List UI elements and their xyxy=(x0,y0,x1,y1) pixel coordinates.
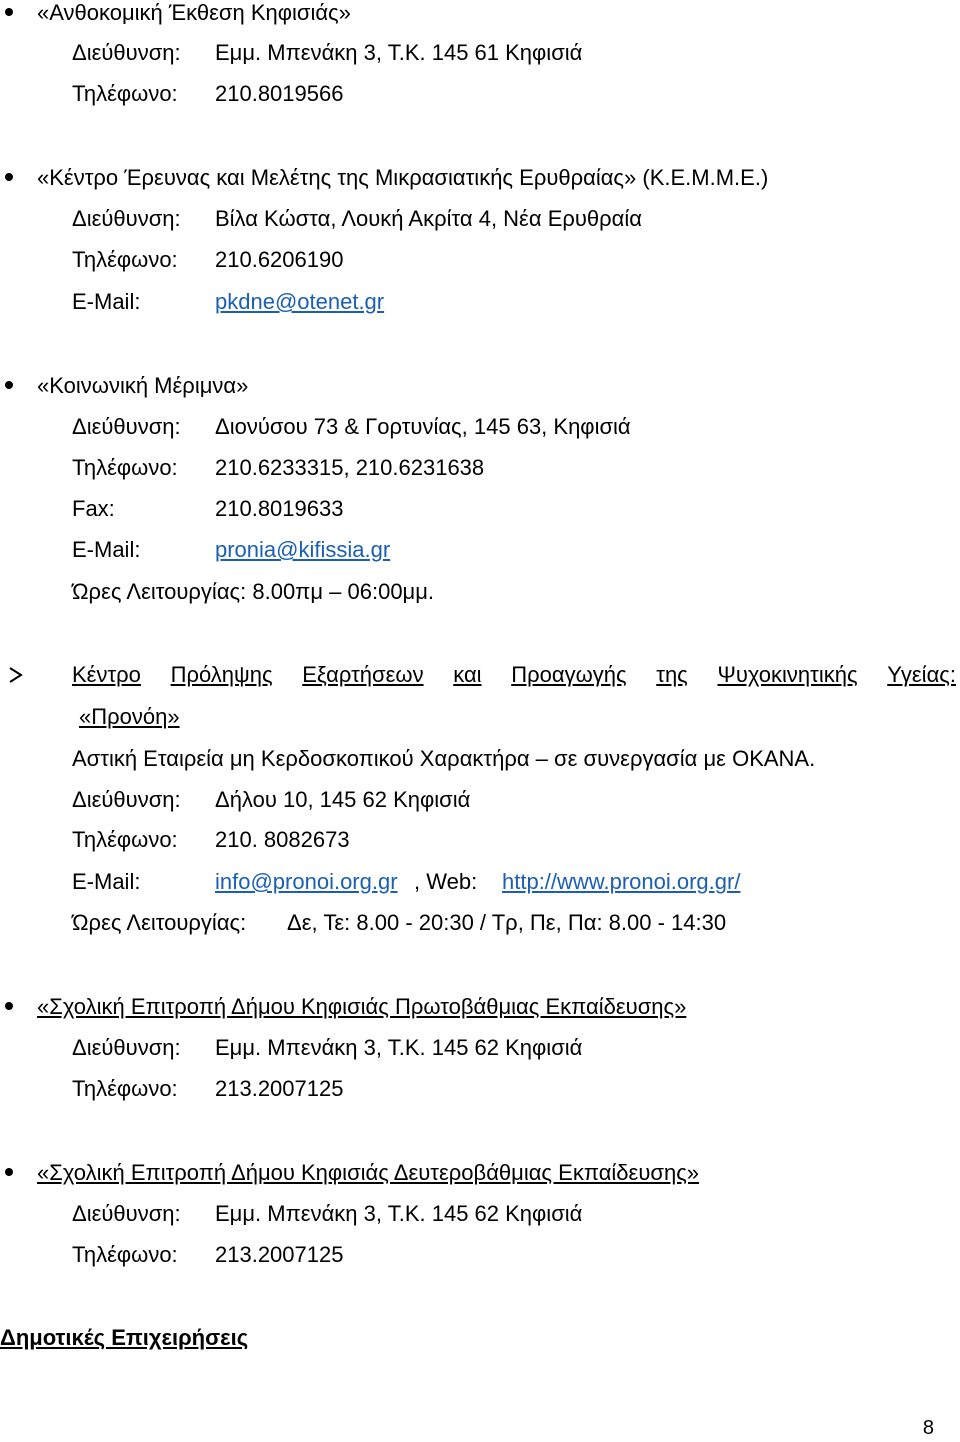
fax-value: 210.8019633 xyxy=(215,496,344,521)
bullet-icon xyxy=(5,1168,13,1176)
entry-title: «Ανθοκομική Έκθεση Κηφισιάς» xyxy=(37,0,351,25)
email-label: E-Mail: xyxy=(72,869,141,894)
address-value: Εμμ. Μπενάκη 3, Τ.Κ. 145 62 Κηφισιά xyxy=(215,1035,583,1060)
title-word: της xyxy=(656,662,688,687)
address-label: Διεύθυνση: xyxy=(72,1201,181,1226)
phone-value: 213.2007125 xyxy=(215,1242,344,1267)
bullet-icon xyxy=(5,381,13,389)
web-link[interactable]: http://www.pronoi.org.gr/ xyxy=(502,869,741,894)
address-value: Εμμ. Μπενάκη 3, Τ.Κ. 145 62 Κηφισιά xyxy=(215,1201,583,1226)
email-link[interactable]: pronia@kifissia.gr xyxy=(215,537,391,562)
description-text: Αστική Εταιρεία μη Κερδοσκοπικού Χαρακτήρα – σε συνεργασία με ΟΚΑΝΑ. xyxy=(72,746,816,771)
title-word: Ψυχοκινητικής xyxy=(717,662,858,687)
hours-value: Δε, Τε: 8.00 - 20:30 / Τρ, Πε, Πα: 8.00 - 14:30 xyxy=(287,910,727,935)
address-label: Διεύθυνση: xyxy=(72,414,181,439)
entry-title: «Σχολική Επιτροπή Δήμου Κηφισιάς Πρωτοβάθμιας Εκπαίδευσης» xyxy=(37,994,687,1019)
bullet-icon xyxy=(5,173,13,181)
section-heading: Δημοτικές Επιχειρήσεις xyxy=(0,1325,249,1350)
entry-title: «Κέντρο Έρευνας και Μελέτης της Μικρασιατικής Ερυθραίας» (Κ.Ε.Μ.Μ.Ε.) xyxy=(37,165,769,190)
entry-title-line-1 xyxy=(72,664,956,686)
entry-title: «Κοινωνική Μέριμνα» xyxy=(37,373,249,398)
address-value: Εμμ. Μπενάκη 3, Τ.Κ. 145 61 Κηφισιά xyxy=(215,40,583,65)
title-word: Προαγωγής xyxy=(511,662,627,687)
address-label: Διεύθυνση: xyxy=(72,1035,181,1060)
email-label: E-Mail: xyxy=(72,537,141,562)
web-label: , Web: xyxy=(414,869,478,894)
title-word: Κέντρο xyxy=(72,662,141,687)
address-label: Διεύθυνση: xyxy=(72,40,181,65)
phone-label: Τηλέφωνο: xyxy=(72,81,178,106)
title-word: και xyxy=(453,662,482,687)
phone-value: 210. 8082673 xyxy=(215,827,350,852)
address-label: Διεύθυνση: xyxy=(72,787,181,812)
bullet-icon xyxy=(5,8,13,16)
phone-value: 210.6233315, 210.6231638 xyxy=(215,455,485,480)
address-value: Δήλου 10, 145 62 Κηφισιά xyxy=(215,787,471,812)
arrow-bullet-icon xyxy=(8,666,24,684)
email-link[interactable]: pkdne@otenet.gr xyxy=(215,289,385,314)
email-label: E-Mail: xyxy=(72,289,141,314)
title-word: Εξαρτήσεων xyxy=(302,662,424,687)
phone-label: Τηλέφωνο: xyxy=(72,827,178,852)
entry-title-line-2: «Προνόη» xyxy=(79,704,180,729)
phone-value: 210.6206190 xyxy=(215,247,344,272)
phone-value: 213.2007125 xyxy=(215,1076,344,1101)
page-number: 8 xyxy=(922,1417,934,1439)
title-word: Υγείας: xyxy=(887,662,956,687)
phone-label: Τηλέφωνο: xyxy=(72,247,178,272)
address-value: Βίλα Κώστα, Λουκή Ακρίτα 4, Νέα Ερυθραία xyxy=(215,206,642,231)
phone-label: Τηλέφωνο: xyxy=(72,1242,178,1267)
phone-value: 210.8019566 xyxy=(215,81,344,106)
address-label: Διεύθυνση: xyxy=(72,206,181,231)
address-value: Διονύσου 73 & Γορτυνίας, 145 63, Κηφισιά xyxy=(215,414,631,439)
bullet-icon xyxy=(5,1002,13,1010)
title-word: Πρόληψης xyxy=(170,662,273,687)
hours-text: Ώρες Λειτουργίας: 8.00πμ – 06:00μμ. xyxy=(72,579,435,604)
fax-label: Fax: xyxy=(72,496,115,521)
phone-label: Τηλέφωνο: xyxy=(72,1076,178,1101)
hours-label: Ώρες Λειτουργίας: xyxy=(72,910,247,935)
entry-title: «Σχολική Επιτροπή Δήμου Κηφισιάς Δευτεροβάθμιας Εκπαίδευσης» xyxy=(37,1160,700,1185)
email-link[interactable]: info@pronoi.org.gr xyxy=(215,869,398,894)
phone-label: Τηλέφωνο: xyxy=(72,455,178,480)
